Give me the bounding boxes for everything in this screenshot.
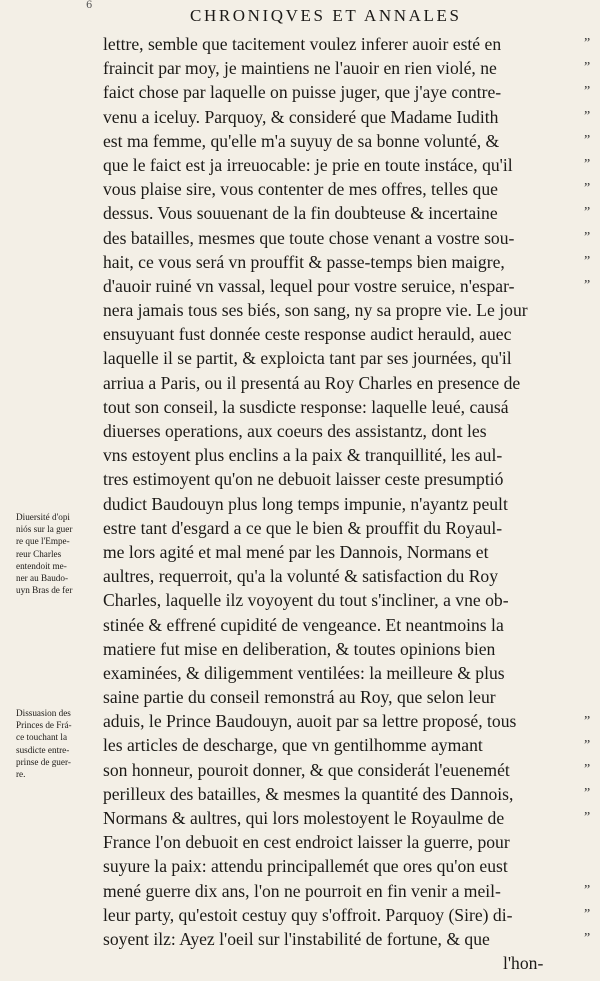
text-line: vous plaise sire, vous contenter de mes offres, telles que	[103, 179, 498, 200]
quote-mark-icon: ”	[584, 108, 591, 124]
margin-note-line: reur Charles	[16, 548, 62, 559]
text-line: diuerses operations, aux coeurs des assistantz, dont les	[103, 421, 487, 441]
text-line: saine partie du conseil remonstrá au Roy, que selon leur	[103, 687, 496, 708]
margin-note-line: susdicte entre-	[16, 744, 70, 755]
text-line: estre tant d'esgard a ce que le bien & prouffit du Royaul-	[103, 517, 503, 538]
text-line: Normans & aultres, qui lors molestoyent le Royaulme de	[103, 808, 505, 828]
text-line: tres estimoyent qu'on ne debuoit laisser ceste presumptió	[103, 469, 504, 490]
text-line: dudict Baudouyn plus long temps impunie, n'ayantz peult	[103, 493, 508, 514]
quote-mark-icon: ”	[584, 786, 591, 802]
quote-mark-icon: ”	[584, 205, 591, 221]
quote-mark-icon: ”	[584, 810, 591, 826]
text-line: Charles, laquelle ilz voyoyent du tout s'incliner, a vne ob-	[103, 590, 509, 611]
text-line: hait, ce vous será vn prouffit & passe-temps bien maigre,	[103, 251, 505, 272]
margin-note-line: re que l'Empe-	[16, 536, 70, 547]
text-line: me lors agité et mal mené par les Dannois, Normans et	[103, 541, 489, 562]
text-line: stinée & effrené cupidité de vengeance. Et neantmoins la	[103, 614, 504, 635]
text-line: est ma femme, qu'elle m'a suyuy de sa bonne volunté, &	[103, 130, 500, 151]
text-line: leur party, qu'estoit cestuy quy s'offroit. Parquoy (Sire) di-	[103, 904, 513, 925]
text-line: que le faict est ja irreuocable: je prie en toute instáce, qu'il	[103, 154, 513, 175]
margin-note-line: niós sur la guer	[16, 524, 73, 535]
margin-note-line: Diuersité d'opi	[16, 512, 70, 522]
text-line: d'auoir ruiné vn vassal, lequel pour vostre seruice, n'espar-	[103, 275, 515, 296]
text-line: vns estoyent plus enclins a la paix & tranquillité, les aul-	[103, 445, 503, 466]
margin-note-2	[16, 707, 94, 780]
margin-note-line: Princes de Frá-	[16, 720, 72, 731]
text-line: l'hon-	[503, 953, 544, 974]
quote-mark-icon: ”	[584, 181, 591, 197]
text-line: ensuyuant fust donnée ceste response audict herauld, auec	[103, 324, 512, 345]
margin-note-1	[16, 511, 94, 596]
running-title: CHRONIQVES ET ANNALES	[190, 6, 462, 25]
quote-mark-icon: ”	[584, 253, 591, 269]
margin-note-line: re.	[16, 769, 26, 780]
quote-mark-icon: ”	[584, 737, 591, 753]
quote-mark-icon: ”	[584, 907, 591, 923]
text-line: dessus. Vous souuenant de la fin doubteuse & incertaine	[103, 203, 498, 224]
margin-note-line: Dissuasion des	[16, 708, 71, 718]
text-line: examinées, & diligemment ventilées: la meilleure & plus	[103, 662, 505, 683]
quote-mark-icon: ”	[584, 157, 591, 172]
text-line: mené guerre dix ans, l'on ne pourroit en fin venir a meil-	[103, 880, 501, 901]
quote-mark-icon: ”	[584, 60, 591, 76]
text-line: suyure la paix: attendu principallemét que ores qu'on eust	[103, 856, 508, 877]
margin-note-line: ner au Baudo-	[16, 573, 69, 584]
text-line: laquelle il se partit, & exploicta tant par ses journées, qu'il	[103, 348, 512, 369]
quote-mark-icon: ”	[584, 931, 591, 947]
text-line: aduis, le Prince Baudouyn, auoit par sa lettre proposé, tous	[103, 711, 517, 732]
margin-note-line: entendoit me-	[16, 560, 67, 571]
margin-note-line: ce touchant la	[16, 732, 68, 743]
text-line: venu a iceluy. Parquoy, & consideré que Madame Iudith	[103, 106, 499, 127]
text-line: tout son conseil, la susdicte response: laquelle leué, causá	[103, 396, 509, 417]
text-line: fraincit par moy, je maintiens ne l'auoir en rien violé, ne	[103, 58, 497, 79]
text-line: lettre, semble que tacitement voulez inferer auoir esté en	[103, 34, 502, 54]
text-line: perilleux des batailles, & mesmes la quantité des Dannois,	[103, 783, 514, 804]
page-corner-mark: 6	[86, 0, 93, 11]
quote-mark-icon: ”	[584, 229, 591, 245]
quote-mark-icon: ”	[584, 84, 591, 100]
main-text-block	[103, 32, 583, 975]
quote-mark-icon: ”	[584, 278, 591, 293]
text-line: les articles de descharge, que vn gentilhomme aymant	[103, 735, 483, 756]
text-line: nera jamais tous ses biés, son sang, ny sa propre vie. Le jour	[103, 300, 528, 321]
text-line: soyent ilz: Ayez l'oeil sur l'instabilité de fortune, & que	[103, 928, 490, 949]
text-line: son honneur, pouroit donner, & que considerát l'euenemét	[103, 759, 510, 780]
quote-mark-icon: ”	[584, 36, 591, 51]
text-line: France l'on debuoit en cest endroict laisser la guerre, pour	[103, 832, 510, 853]
text-line: arriua a Paris, ou il presentá au Roy Charles en presence de	[103, 372, 521, 393]
margin-note-line: prinse de guer-	[16, 756, 71, 767]
text-line: des batailles, mesmes que toute chose venant a vostre sou-	[103, 227, 515, 248]
quote-mark-icon: ”	[584, 883, 591, 898]
text-line: aultres, requerroit, qu'a la volunté & satisfaction du Roy	[103, 566, 499, 587]
margin-note-line: uyn Bras de fer	[16, 585, 73, 596]
quote-mark-icon: ”	[584, 762, 591, 777]
text-line: matiere fut mise en deliberation, & toutes opinions bien	[103, 638, 496, 659]
quote-mark-icon: ”	[584, 132, 591, 148]
text-line: faict chose par laquelle on puisse juger, que j'aye contre-	[103, 82, 502, 103]
quote-mark-icon: ”	[584, 713, 591, 729]
